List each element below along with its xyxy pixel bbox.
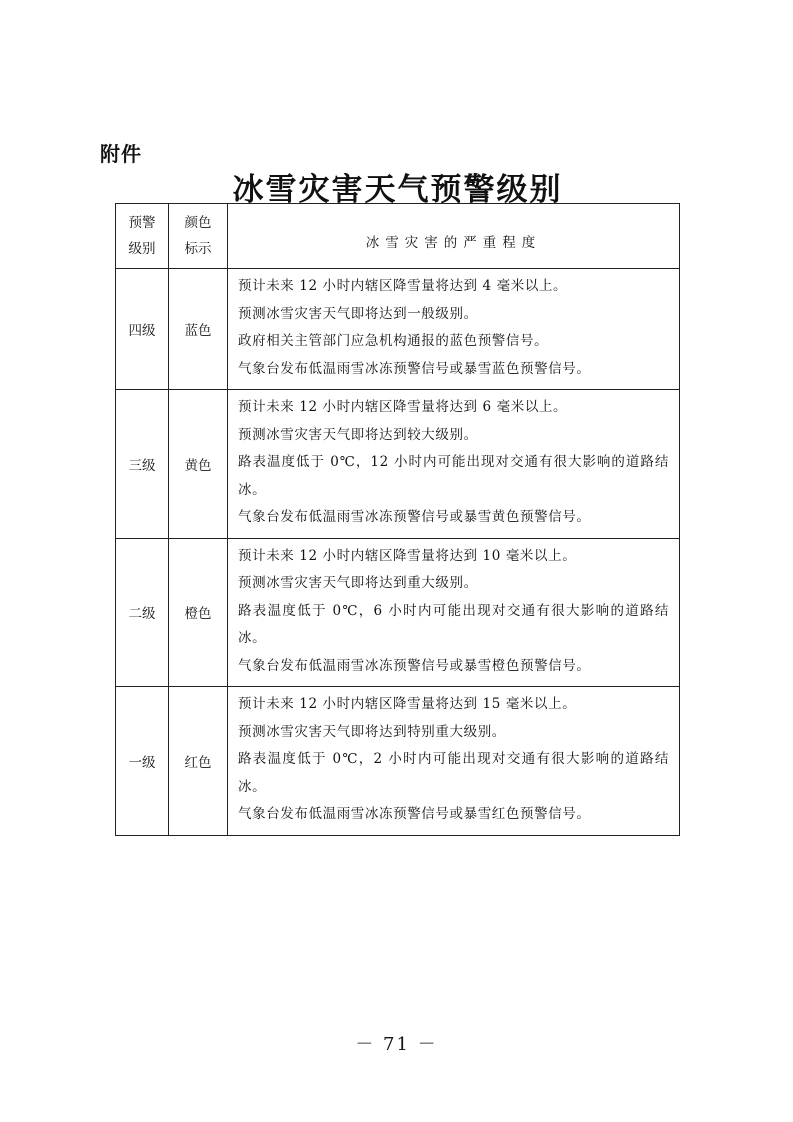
level-cell: 二级 bbox=[116, 538, 169, 687]
severity-line: 路表温度低于 0℃，12 小时内可能出现对交通有很大影响的道路结冰。 bbox=[238, 454, 669, 498]
severity-line: 气象台发布低温雨雪冰冻预警信号或暴雪黄色预警信号。 bbox=[238, 509, 591, 525]
table-row bbox=[116, 269, 680, 390]
severity-line: 路表温度低于 0℃，2 小时内可能出现对交通有很大影响的道路结冰。 bbox=[238, 751, 669, 795]
color-cell: 蓝色 bbox=[169, 269, 228, 390]
severity-line: 政府相关主管部门应急机构通报的蓝色预警信号。 bbox=[238, 333, 549, 349]
severity-line: 预计未来 12 小时内辖区降雪量将达到 15 毫米以上。 bbox=[238, 696, 577, 712]
table-row bbox=[116, 538, 680, 687]
page-number: － 71 － bbox=[355, 1034, 438, 1055]
level-cell: 三级 bbox=[116, 390, 169, 539]
document-title: 冰雪灾害天气预警级别 bbox=[232, 172, 563, 208]
severity-cell bbox=[228, 269, 680, 390]
color-cell: 黄色 bbox=[169, 390, 228, 539]
header-warning-level bbox=[116, 204, 169, 269]
color-cell: 橙色 bbox=[169, 538, 228, 687]
severity-line: 预测冰雪灾害天气即将达到特别重大级别。 bbox=[238, 723, 506, 740]
header-color-indicator bbox=[169, 204, 228, 269]
table-row bbox=[116, 390, 680, 539]
severity-line: 预测冰雪灾害天气即将达到重大级别。 bbox=[238, 575, 478, 591]
color-cell: 红色 bbox=[169, 687, 228, 836]
header-color-line1: 颜色 bbox=[184, 215, 212, 231]
header-level-line1: 预警 bbox=[128, 215, 156, 231]
warning-level-table bbox=[115, 203, 680, 836]
severity-line: 预计未来 12 小时内辖区降雪量将达到 4 毫米以上。 bbox=[238, 278, 568, 294]
table-row bbox=[116, 687, 680, 836]
severity-line: 气象台发布低温雨雪冰冻预警信号或暴雪橙色预警信号。 bbox=[238, 657, 591, 674]
severity-cell bbox=[228, 687, 680, 836]
header-color-line2: 标示 bbox=[184, 241, 212, 257]
severity-cell bbox=[228, 390, 680, 539]
header-level-line2: 级别 bbox=[128, 241, 156, 257]
table-header-row bbox=[116, 204, 680, 269]
level-cell: 四级 bbox=[116, 269, 169, 390]
level-cell: 一级 bbox=[116, 687, 169, 836]
severity-line: 预测冰雪灾害天气即将达到较大级别。 bbox=[238, 426, 478, 443]
severity-line: 气象台发布低温雨雪冰冻预警信号或暴雪红色预警信号。 bbox=[238, 806, 591, 822]
severity-line: 预计未来 12 小时内辖区降雪量将达到 10 毫米以上。 bbox=[238, 547, 577, 564]
attachment-label: 附件 bbox=[100, 142, 142, 166]
severity-line: 路表温度低于 0℃，6 小时内可能出现对交通有很大影响的道路结冰。 bbox=[238, 602, 669, 646]
severity-cell bbox=[228, 538, 680, 687]
severity-line: 预计未来 12 小时内辖区降雪量将达到 6 毫米以上。 bbox=[238, 399, 568, 415]
header-severity: 冰雪灾害的严重程度 bbox=[228, 204, 680, 269]
severity-line: 预测冰雪灾害天气即将达到一般级别。 bbox=[238, 305, 478, 322]
severity-line: 气象台发布低温雨雪冰冻预警信号或暴雪蓝色预警信号。 bbox=[238, 360, 591, 377]
